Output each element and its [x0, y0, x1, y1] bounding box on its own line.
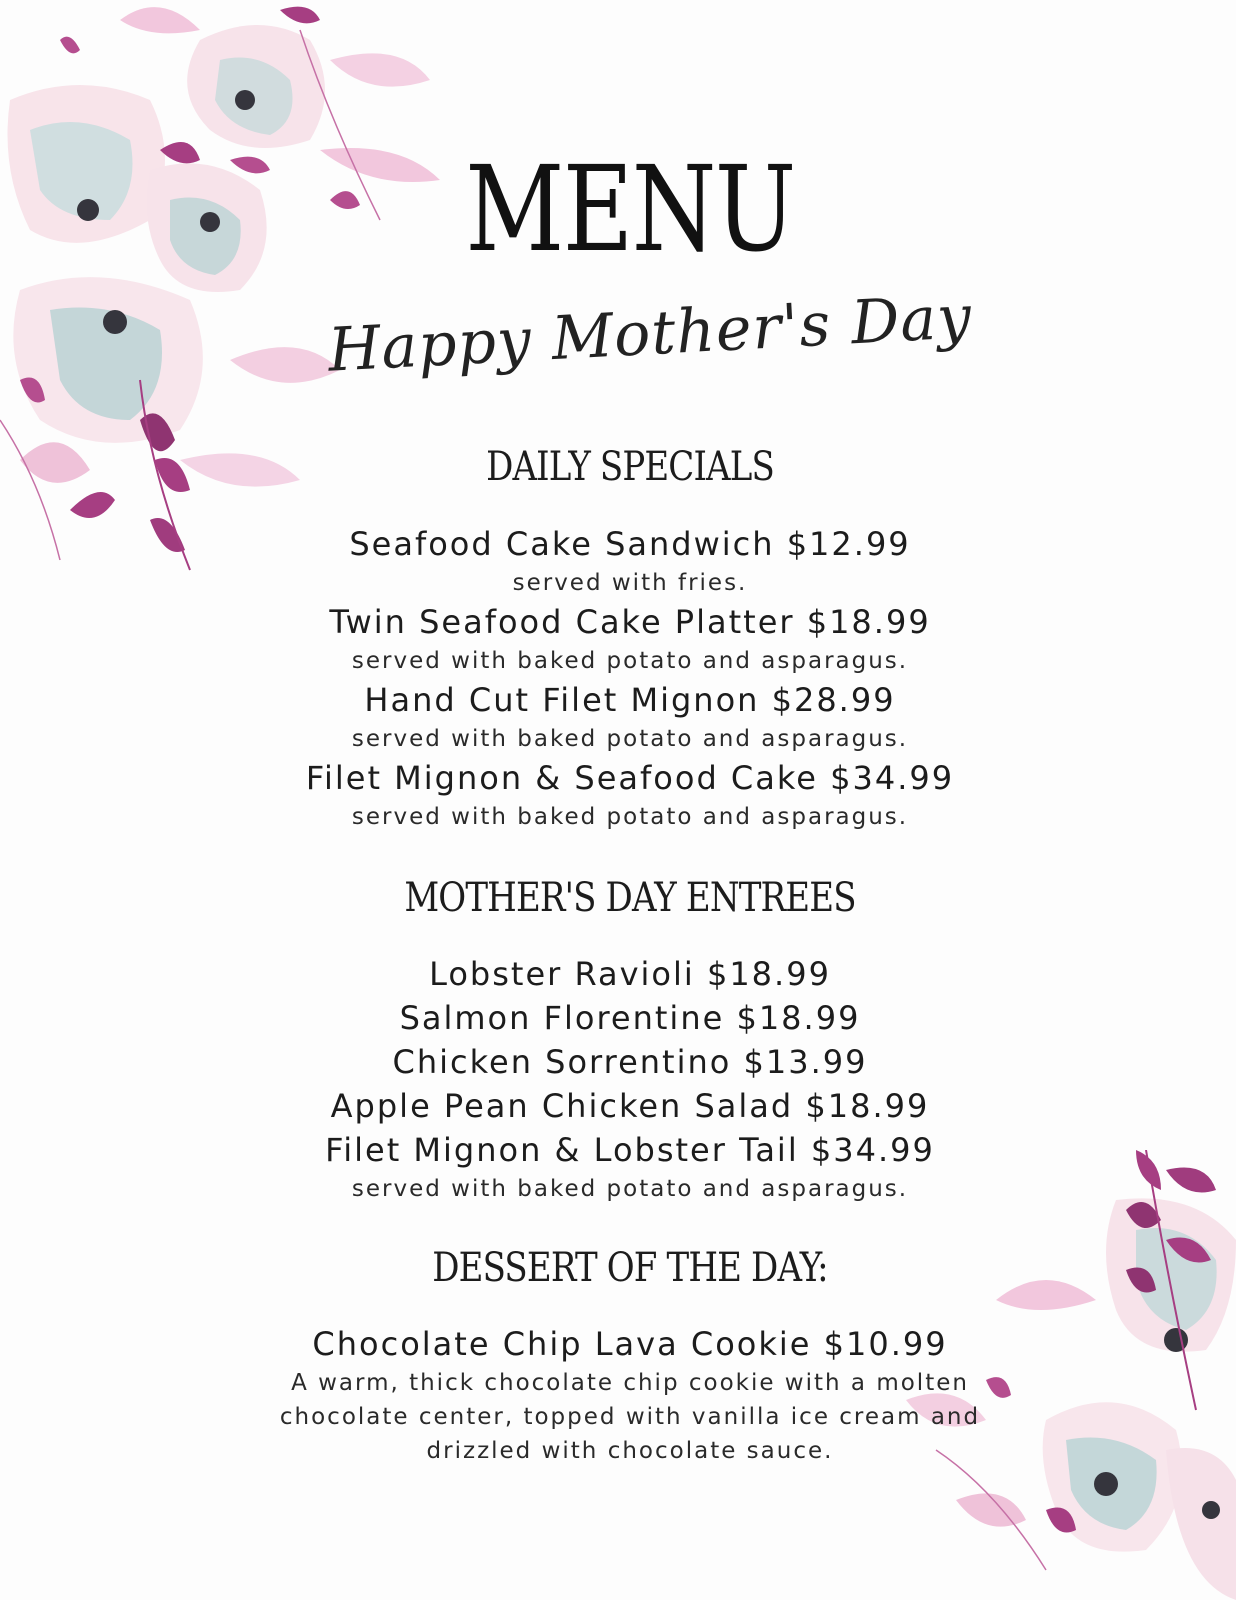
menu-item	[230, 1084, 1030, 1128]
menu-title: MENU	[465, 140, 795, 278]
item-name: Chocolate Chip Lava Cookie $10.99	[312, 1325, 948, 1363]
menu-item	[230, 952, 1030, 996]
item-description: served with baked potato and asparagus.	[351, 726, 909, 752]
section-heading-daily-specials: DAILY SPECIALS	[486, 444, 774, 490]
item-name: Salmon Florentine $18.99	[399, 999, 861, 1037]
item-description: served with fries.	[512, 570, 748, 596]
item-name: Lobster Ravioli $18.99	[429, 955, 831, 993]
item-name: Twin Seafood Cake Platter $18.99	[329, 603, 931, 641]
menu-item	[230, 1040, 1030, 1084]
item-name: Seafood Cake Sandwich $12.99	[349, 525, 911, 563]
item-description: served with baked potato and asparagus.	[351, 1176, 909, 1202]
menu-item	[230, 522, 1030, 600]
item-description: A warm, thick chocolate chip cookie with a molten chocolate center, topped with vanilla ice cream and drizzled with chocolate sauce.	[279, 1370, 981, 1464]
menu-item	[230, 1322, 1030, 1468]
menu-item	[230, 678, 1030, 756]
item-name: Hand Cut Filet Mignon $28.99	[364, 681, 896, 719]
section-heading-mothers-day-entrees: MOTHER'S DAY ENTREES	[404, 875, 856, 921]
item-description: served with baked potato and asparagus.	[351, 804, 909, 830]
menu-item	[230, 756, 1030, 834]
menu-item	[230, 996, 1030, 1040]
item-name: Filet Mignon & Lobster Tail $34.99	[325, 1131, 935, 1169]
item-name: Chicken Sorrentino $13.99	[392, 1043, 868, 1081]
menu-subtitle: Happy Mother's Day	[326, 282, 974, 386]
item-description: served with baked potato and asparagus.	[351, 648, 909, 674]
item-name: Apple Pean Chicken Salad $18.99	[330, 1087, 930, 1125]
menu-item	[230, 600, 1030, 678]
item-name: Filet Mignon & Seafood Cake $34.99	[305, 759, 955, 797]
section-heading-dessert-of-the-day: DESSERT OF THE DAY:	[432, 1245, 828, 1291]
menu-item	[230, 1128, 1030, 1206]
